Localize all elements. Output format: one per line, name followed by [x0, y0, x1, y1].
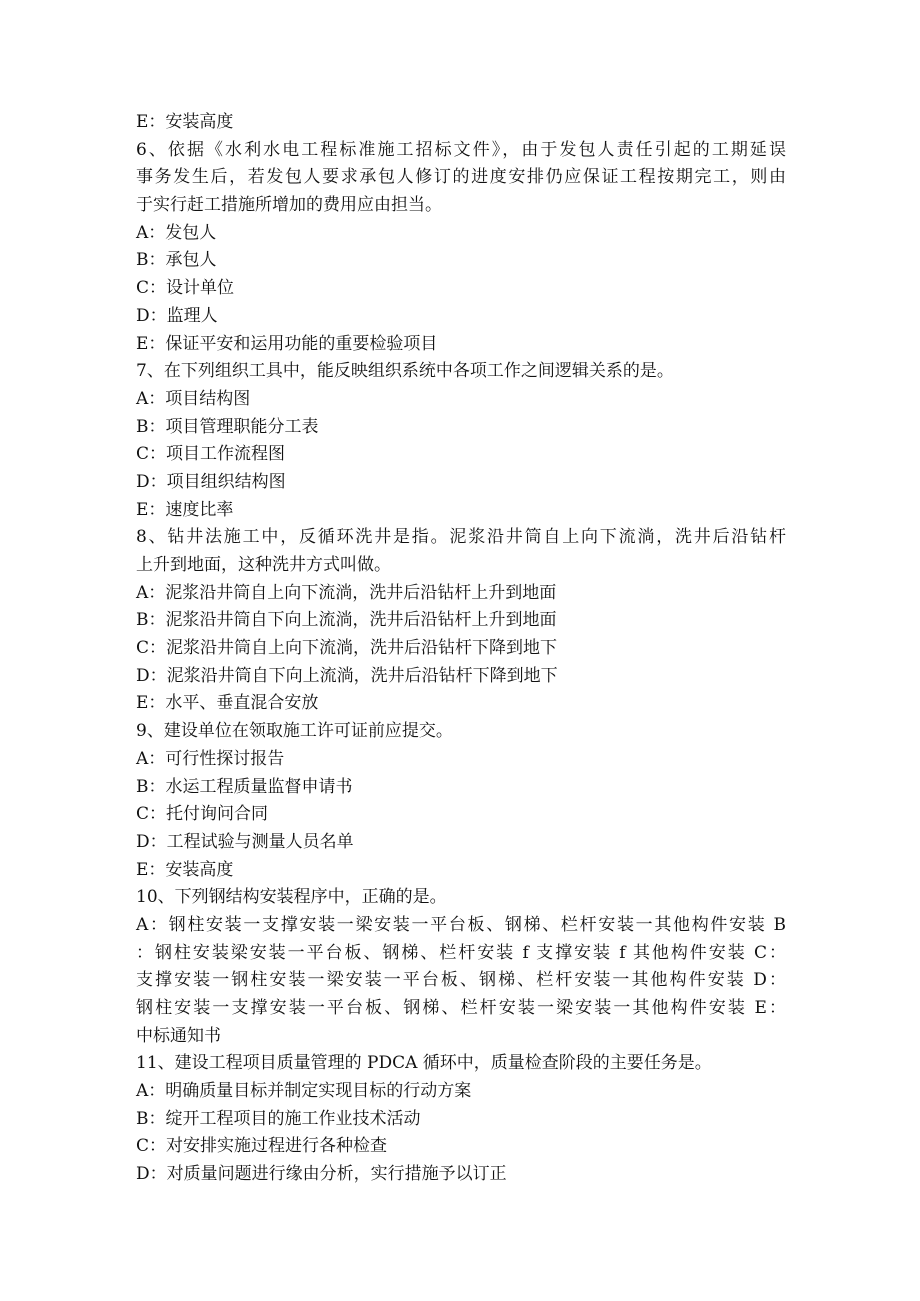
option-line: A：钢柱安装一支撑安装一梁安装一平台板、钢梯、栏杆安装一其他构件安装 B [136, 914, 786, 935]
option-line: B：泥浆沿井筒自下向上流淌，洗井后沿钻杆上升到地面 [136, 610, 557, 631]
question-line: 7、在下列组织工具中，能反映组织系统中各项工作之间逻辑关系的是。 [136, 361, 674, 382]
option-line: C：泥浆沿井筒自上向下流淌，洗井后沿钻杆下降到地下 [136, 638, 558, 659]
option-line: E：速度比率 [136, 499, 234, 520]
option-line: C：托付询问合同 [136, 804, 269, 825]
option-line: E：安装高度 [136, 112, 234, 132]
document-body [136, 109, 786, 1189]
option-line: 钢柱安装一支撑安装一平台板、钢梯、栏杆安装一梁安装一其他构件安装 E： [136, 998, 786, 1018]
option-line: A：可行性探讨报告 [136, 748, 285, 769]
option-line: D：工程试验与测量人员名单 [136, 831, 354, 852]
option-line: D：对质量问题进行缘由分析，实行措施予以订正 [136, 1164, 507, 1185]
option-line: C：设计单位 [136, 278, 235, 299]
question-line: 上升到地面，这种洗井方式叫做。 [136, 555, 391, 575]
question-line: 10、下列钢结构安装程序中，正确的是。 [136, 887, 447, 908]
option-line: E：安装高度 [136, 859, 234, 880]
option-line: D：泥浆沿井筒自下向上流淌，洗井后沿钻杆下降到地下 [136, 665, 558, 686]
option-line: A：发包人 [136, 222, 217, 243]
option-line: B：项目管理职能分工表 [136, 416, 319, 437]
option-line: E：保证平安和运用功能的重要检验项目 [136, 333, 438, 354]
option-line: 支撑安装一钢柱安装一梁安装一平台板、钢梯、栏杆安装一其他构件安装 D： [136, 970, 786, 991]
question-line: 8、钻井法施工中，反循环洗井是指。泥浆沿井筒自上向下流淌，洗井后沿钻杆 [136, 527, 786, 548]
option-line: B：承包人 [136, 250, 217, 271]
option-line: B：绽开工程项目的施工作业技术活动 [136, 1108, 421, 1129]
question-line: 事务发生后，若发包人要求承包人修订的进度安排仍应保证工程按期完工，则由 [136, 167, 786, 188]
option-line: 中标通知书 [136, 1025, 221, 1046]
option-line: D：项目组织结构图 [136, 471, 286, 492]
option-line: C：对安排实施过程进行各种检查 [136, 1136, 388, 1157]
question-line: 11、建设工程项目质量管理的 PDCA 循环中，质量检查阶段的主要任务是。 [136, 1053, 712, 1074]
option-line: A：泥浆沿井筒自上向下流淌，洗井后沿钻杆上升到地面 [136, 582, 557, 603]
option-line: ：钢柱安装梁安装一平台板、钢梯、栏杆安装 f 支撑安装 f 其他构件安装 C： [136, 942, 786, 963]
question-line: 9、建设单位在领取施工许可证前应提交。 [136, 721, 453, 742]
option-line: A：明确质量目标并制定实现目标的行动方案 [136, 1081, 472, 1102]
question-line: 于实行赶工措施所增加的费用应由担当。 [136, 195, 442, 216]
question-line: 6、依据《水利水电工程标准施工招标文件》，由于发包人责任引起的工期延误 [136, 139, 786, 160]
option-line: A：项目结构图 [136, 388, 251, 409]
option-line: E：水平、垂直混合安放 [136, 693, 319, 714]
option-line: B：水运工程质量监督申请书 [136, 776, 353, 797]
option-line: C：项目工作流程图 [136, 444, 286, 465]
option-line: D：监理人 [136, 305, 218, 326]
